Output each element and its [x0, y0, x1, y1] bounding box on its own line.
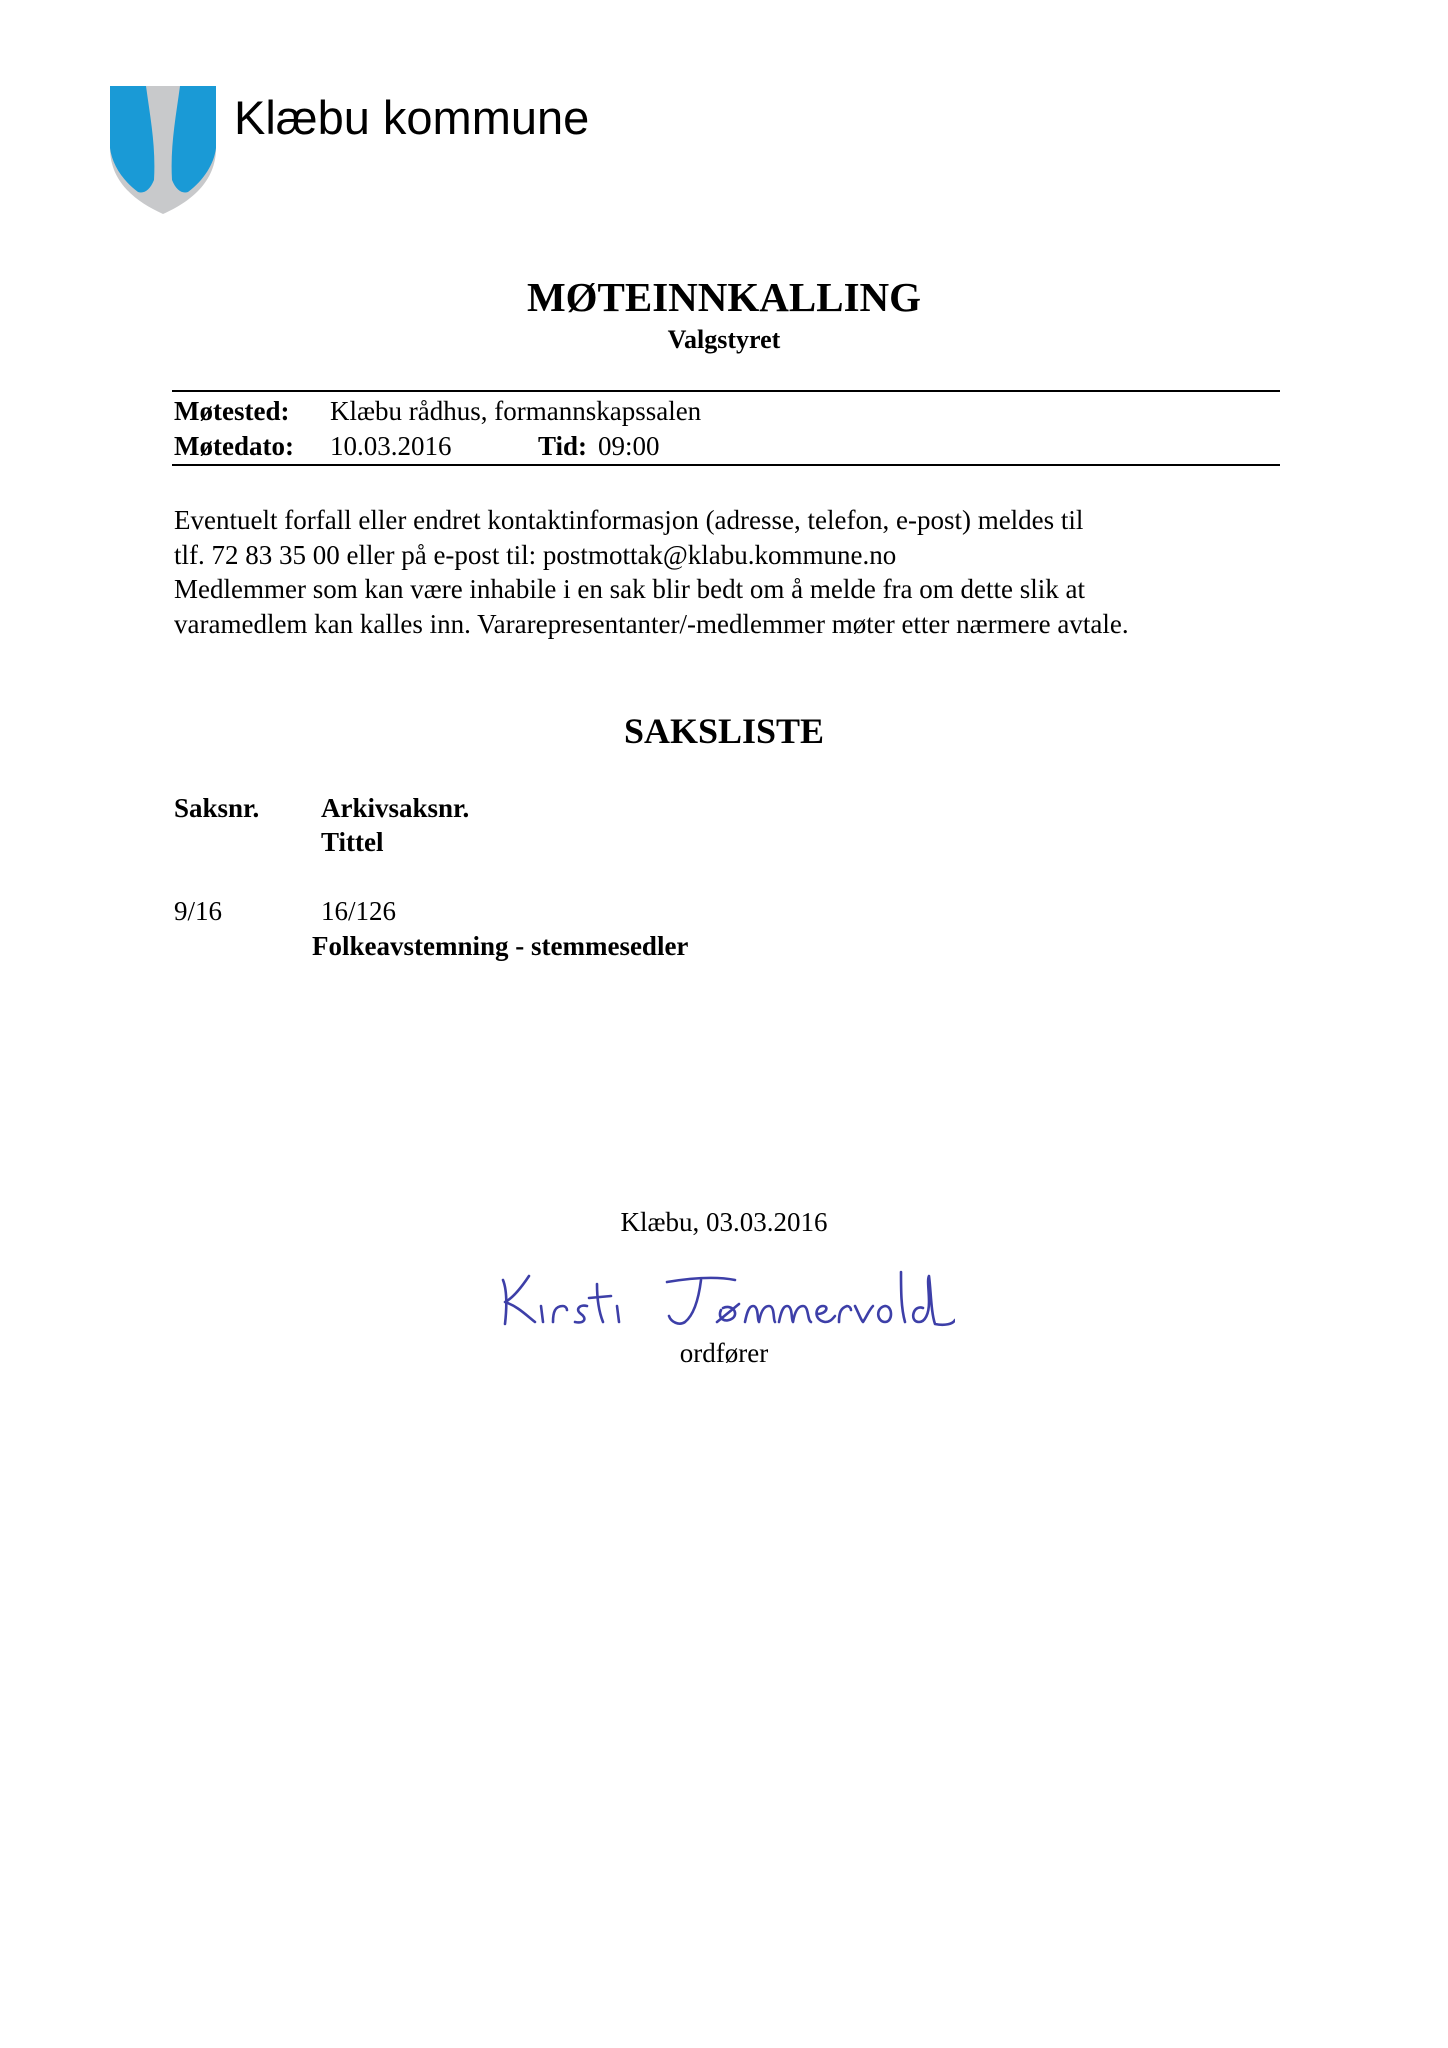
signature-stroke: [589, 1284, 611, 1322]
notice-line: tlf. 72 83 35 00 eller på e-post til: postmottak@klabu.kommune.no: [174, 539, 897, 570]
meeting-date-label: Møtedato:: [174, 431, 294, 461]
agenda-item-title: Folkeavstemning - stemmesedler: [312, 931, 689, 961]
signature-stroke: [617, 1306, 619, 1322]
signature-stroke: [575, 1306, 587, 1323]
signature-stroke: [913, 1276, 955, 1325]
notice-paragraph: [174, 503, 1284, 641]
meeting-info-bottom-rule: [172, 464, 1280, 466]
coat-of-arms-right-wing: [172, 86, 216, 193]
meeting-time-label: Tid:: [538, 431, 588, 461]
meeting-time-value: 09:00: [598, 431, 660, 461]
municipality-name: Klæbu kommune: [234, 91, 590, 144]
coat-of-arms-left-wing: [110, 86, 154, 193]
signature-stroke: [717, 1304, 739, 1322]
agenda-header-title: Tittel: [321, 827, 384, 857]
signature-stroke: [817, 1306, 836, 1322]
document-title: MØTEINNKALLING: [526, 274, 922, 320]
meeting-date-value: 10.03.2016: [330, 431, 452, 461]
agenda-header-case-no: Saksnr.: [174, 793, 260, 823]
coat-of-arms-logo: [110, 86, 216, 214]
signature-stroke: [855, 1306, 873, 1322]
signature-stroke: [553, 1306, 567, 1322]
signature-stroke: [839, 1306, 851, 1322]
handwritten-signature: [495, 1262, 955, 1342]
signature-stroke: [669, 1280, 701, 1324]
meeting-place-value: Klæbu rådhus, formannskapssalen: [330, 396, 702, 426]
signature-stroke: [779, 1306, 811, 1322]
signature-stroke: [505, 1276, 535, 1322]
notice-line: varamedlem kan kalles inn. Vararepresentanter/-medlemmer møter etter nærmere avtale.: [174, 608, 1129, 639]
signature-stroke: [878, 1306, 891, 1322]
signature-stroke: [541, 1306, 543, 1322]
signature-stroke: [901, 1272, 905, 1322]
agenda-title: SAKSLISTE: [623, 711, 825, 751]
notice-line: Eventuelt forfall eller endret kontaktinformasjon (adresse, telefon, e-post) meldes til: [174, 505, 1084, 535]
meeting-place-label: Møtested:: [174, 396, 290, 426]
agenda-item-archive-no: 16/126: [321, 896, 397, 926]
notice-line: Medlemmer som kan være inhabile i en sak blir bedt om å melde fra om dette slik at: [174, 574, 1085, 604]
committee-name: Valgstyret: [667, 325, 781, 354]
agenda-item-case-no: 9/16: [174, 896, 223, 926]
signature-place-date: Klæbu, 03.03.2016: [620, 1207, 828, 1237]
meeting-info-top-rule: [172, 390, 1280, 392]
signature-stroke: [745, 1306, 775, 1322]
agenda-header-archive-no: Arkivsaksnr.: [321, 793, 470, 823]
signatory-role: ordfører: [679, 1338, 769, 1368]
